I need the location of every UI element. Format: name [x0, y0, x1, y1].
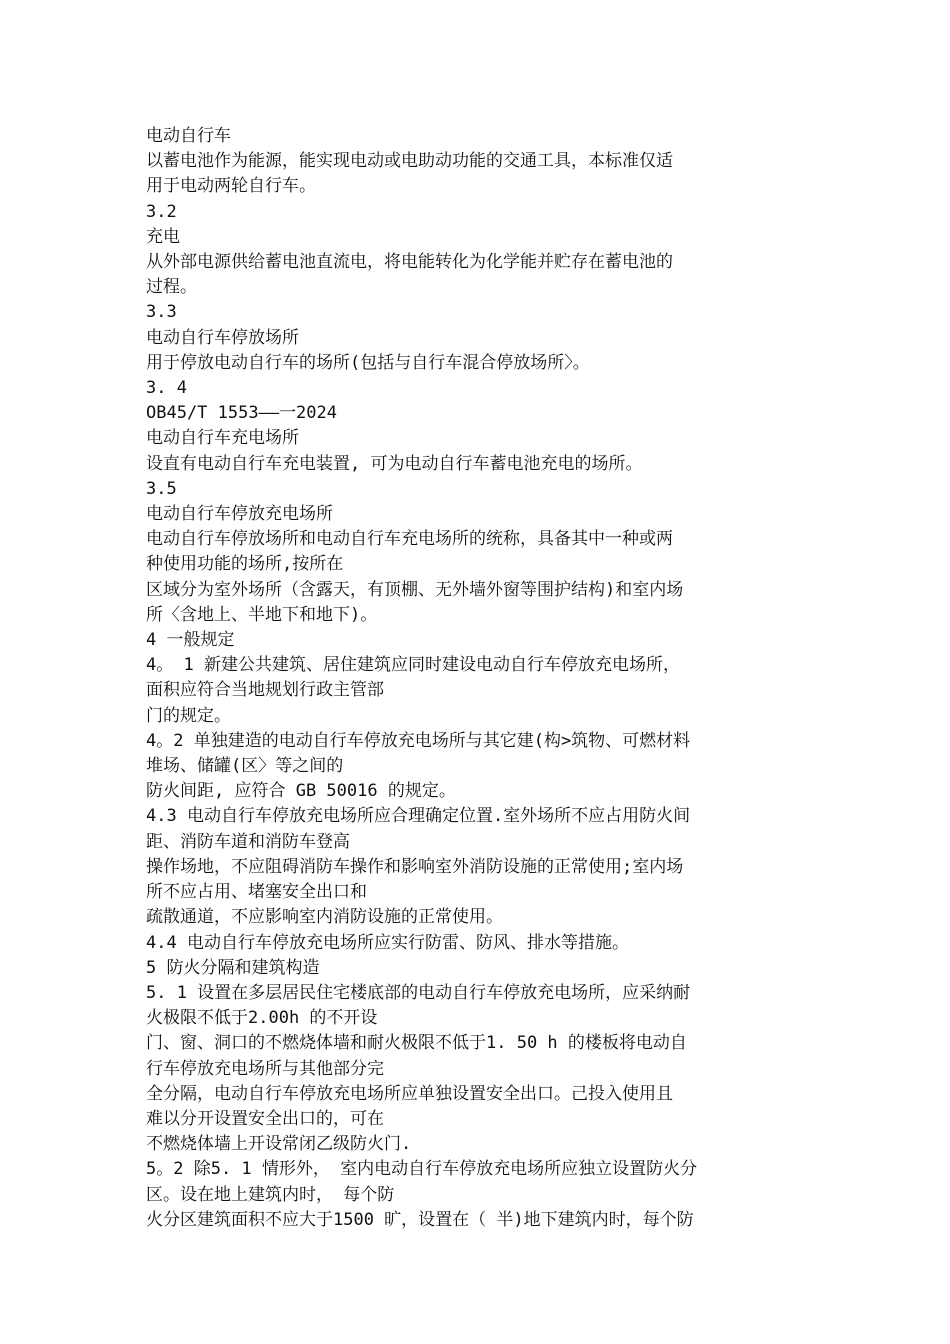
text-line: 4。2 单独建造的电动自行车停放充电场所与其它建(构>筑物、可燃材料 — [146, 730, 691, 751]
text-line: 门的规定。 — [146, 705, 231, 726]
text-line: 疏散通道，不应影响室内消防设施的正常使用。 — [146, 907, 503, 928]
text-line: 种使用功能的场所,按所在 — [146, 554, 344, 575]
text-line: 5。2 除5. 1 情形外， 室内电动自行车停放充电场所应独立设置防火分 — [146, 1159, 698, 1180]
text-line: 不燃烧体墙上开设常闭乙级防火门. — [146, 1134, 412, 1155]
text-line: 电动自行车 — [146, 126, 231, 146]
text-line: 火极限不低于2.00h 的不开设 — [146, 1008, 378, 1029]
text-line: OB45/T 1553——一2024 — [146, 403, 337, 424]
text-line: 电动自行车停放场所和电动自行车充电场所的统称，具备其中一种或两 — [146, 529, 673, 550]
text-line: 电动自行车停放充电场所 — [146, 504, 333, 525]
text-line: 难以分开设置安全出口的，可在 — [146, 1108, 384, 1129]
text-line: 5. 1 设置在多层居民住宅楼底部的电动自行车停放充电场所，应采纳耐 — [146, 982, 691, 1003]
text-line: 所不应占用、堵塞安全出口和 — [146, 882, 367, 903]
text-line: 门、窗、洞口的不燃烧体墙和耐火极限不低于1. 50 h 的楼板将电动自 — [146, 1033, 687, 1054]
text-line: 3.3 — [146, 302, 177, 323]
text-line: 4.4 电动自行车停放充电场所应实行防雷、防风、排水等措施。 — [146, 932, 629, 953]
text-line: 4.3 电动自行车停放充电场所应合理确定位置.室外场所不应占用防火间 — [146, 806, 691, 827]
text-line: 3.2 — [146, 201, 177, 222]
text-line: 面积应符合当地规划行政主管部 — [146, 680, 384, 701]
text-line: 设直有电动自行车充电装置, 可为电动自行车蓄电池充电的场所。 — [146, 453, 643, 474]
text-line: 行车停放充电场所与其他部分完 — [146, 1058, 384, 1079]
text-line: 充电 — [146, 226, 180, 247]
text-line: 电动自行车充电场所 — [146, 428, 299, 449]
text-line: 全分隔，电动自行车停放充电场所应单独设置安全出口。己投入使用且 — [146, 1083, 673, 1104]
text-line: 堆场、储罐(区〉等之间的 — [146, 756, 344, 777]
text-line: 以蓄电池作为能源，能实现电动或电助动功能的交通工具，本标准仅适 — [146, 151, 673, 172]
text-line: 所〈含地上、半地下和地下)。 — [146, 604, 378, 625]
text-line: 操作场地，不应阻碍消防车操作和影响室外消防设施的正常使用;室内场 — [146, 856, 684, 877]
text-line: 从外部电源供给蓄电池直流电，将电能转化为化学能并贮存在蓄电池的 — [146, 252, 673, 273]
text-line: 用于停放电动自行车的场所(包括与自行车混合停放场所〉。 — [146, 352, 590, 373]
text-line: 电动自行车停放场所 — [146, 327, 299, 348]
text-line: 火分区建筑面积不应大于1500 旷，设置在（ 半)地下建筑内时，每个防 — [146, 1209, 694, 1230]
text-line: 区域分为室外场所（含露天，有顶棚、无外墙外窗等围护结构)和室内场 — [146, 579, 684, 600]
text-line: 防火间距, 应符合 GB 50016 的规定。 — [146, 781, 456, 802]
text-line: 区。设在地上建筑内时， 每个防 — [146, 1184, 395, 1205]
text-line: 用于电动两轮自行车。 — [146, 176, 316, 197]
text-line: 4。 1 新建公共建筑、居住建筑应同时建设电动自行车停放充电场所， — [146, 655, 680, 676]
text-line: 距、消防车道和消防车登高 — [146, 831, 350, 852]
document-body — [146, 124, 816, 1233]
text-line: 3. 4 — [146, 378, 187, 399]
text-line: 4 一般规定 — [146, 630, 235, 651]
text-line: 过程。 — [146, 277, 197, 298]
text-line: 3.5 — [146, 478, 177, 499]
text-line: 5 防火分隔和建筑构造 — [146, 957, 320, 978]
